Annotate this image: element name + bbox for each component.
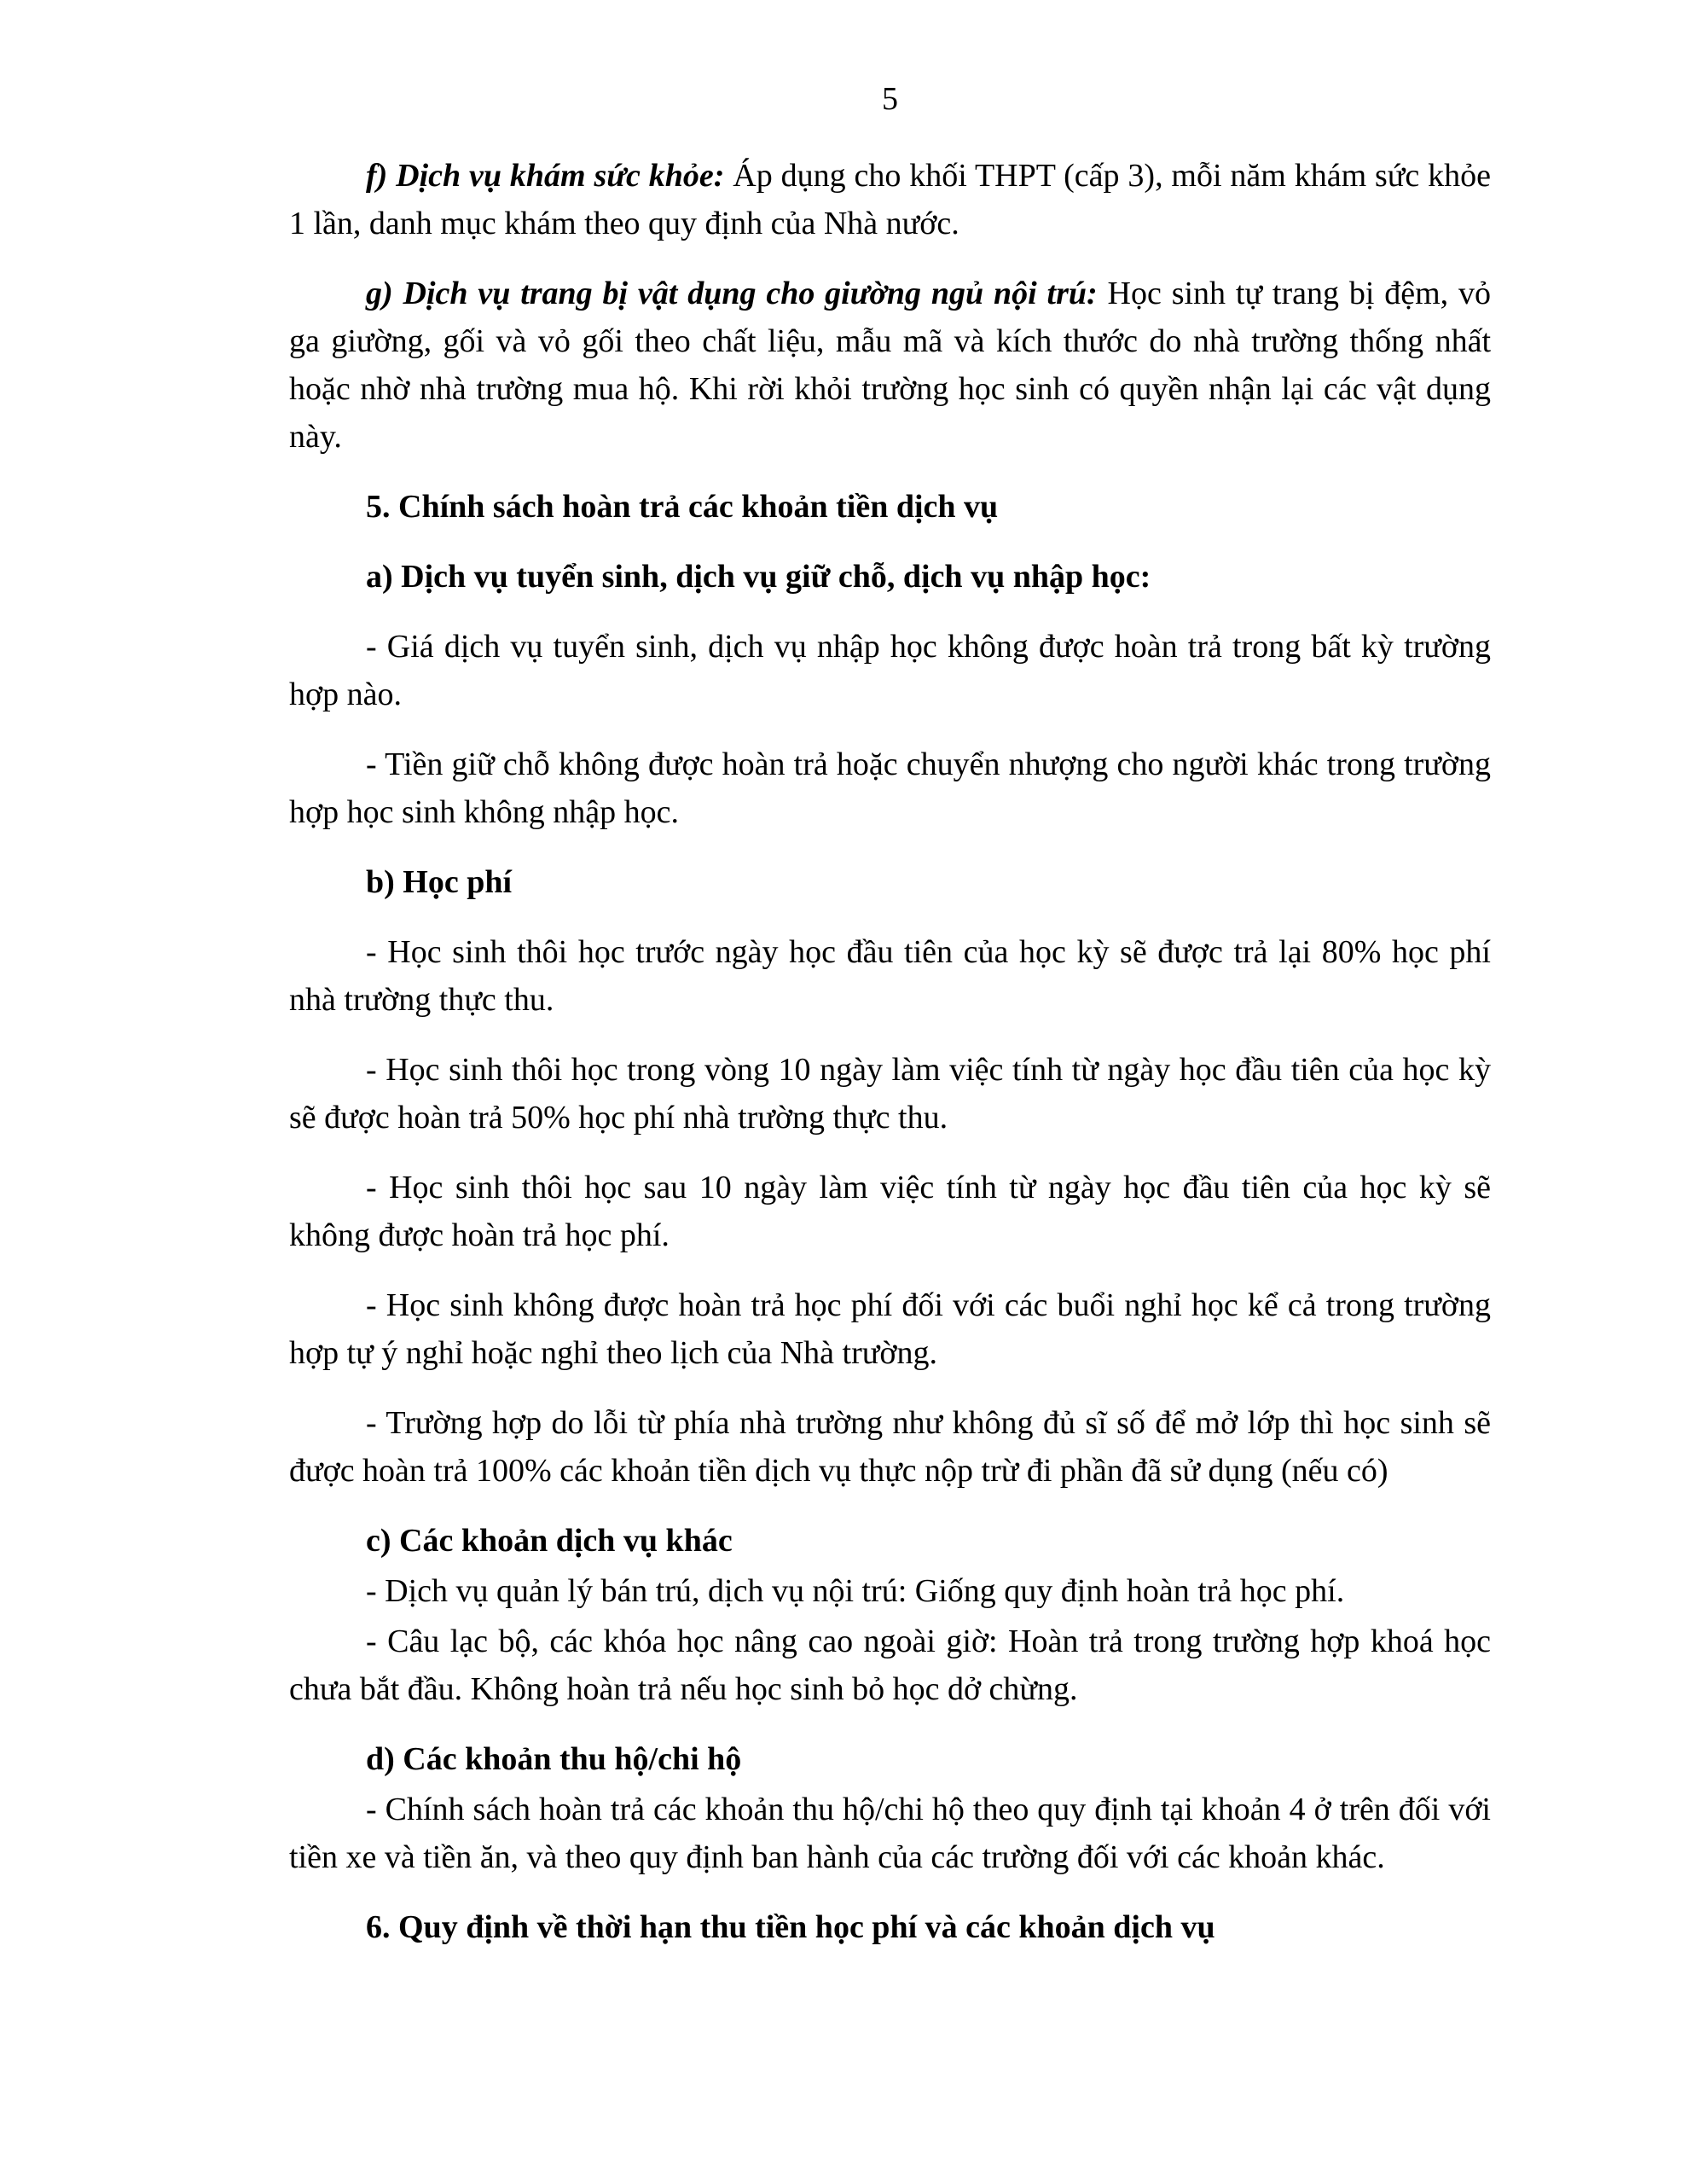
item-boarding-service-refund: - Dịch vụ quản lý bán trú, dịch vụ nội trú: Giống quy định hoàn trả học phí. [366,1573,1345,1609]
item-tuition-no-refund-absences: - Học sinh không được hoàn trả học phí đối với các buổi nghỉ học kể cả trong trường hợp tự ý nghỉ hoặc nghỉ theo lịch của Nhà trường. [289,1287,1491,1371]
document-body [289,75,1491,1973]
heading-collect-pay-on-behalf: d) Các khoản thu hộ/chi hộ [366,1741,742,1777]
heading-tuition: b) Học phí [366,864,513,900]
para-bedding-text: Học sinh tự trang bị đệm, vỏ ga giường, gối và vỏ gối theo chất liệu, mẫu mã và kích thước do nhà trường thống nhất hoặc nhờ nhà trường mua hộ. Khi rời khỏi trường học sinh có quyền nhận lại các vật dụng này. [289,276,1492,455]
para-bedding-lead: g) Dịch vụ trang bị vật dụng cho giường ngủ nội trú: [366,276,1098,311]
item-tuition-refund-50: - Học sinh thôi học trong vòng 10 ngày làm việc tính từ ngày học đầu tiên của học kỳ sẽ được hoàn trả 50% học phí nhà trường thực thu. [289,1052,1491,1136]
item-tuition-refund-80: - Học sinh thôi học trước ngày học đầu tiên của học kỳ sẽ được trả lại 80% học phí nhà trường thực thu. [289,934,1491,1018]
para-bedding-service [289,270,1491,461]
item-seat-deposit-no-refund: - Tiền giữ chỗ không được hoàn trả hoặc chuyển nhượng cho người khác trong trường hợp học sinh không nhập học. [289,746,1491,830]
para-health-check-service [289,152,1491,247]
heading-payment-deadline: 6. Quy định về thời hạn thu tiền học phí và các khoản dịch vụ [366,1909,1215,1945]
heading-refund-policy: 5. Chính sách hoàn trả các khoản tiền dịch vụ [366,489,999,525]
para-health-check-lead: f) Dịch vụ khám sức khỏe: [366,158,725,194]
heading-other-services: c) Các khoản dịch vụ khác [366,1523,733,1559]
item-clubs-refund: - Câu lạc bộ, các khóa học nâng cao ngoài giờ: Hoàn trả trong trường hợp khoá học chưa bắt đầu. Không hoàn trả nếu học sinh bỏ học dở chừng. [289,1623,1491,1707]
item-admission-no-refund: - Giá dịch vụ tuyển sinh, dịch vụ nhập học không được hoàn trả trong bất kỳ trường hợp nào. [289,629,1491,712]
page-number: 5 [882,81,898,117]
item-tuition-refund-100-school-fault: - Trường hợp do lỗi từ phía nhà trường như không đủ sĩ số để mở lớp thì học sinh sẽ được hoàn trả 100% các khoản tiền dịch vụ thực nộp trừ đi phần đã sử dụng (nếu có) [289,1405,1491,1489]
para-health-check-text: Áp dụng cho khối THPT (cấp 3), mỗi năm khám sức khỏe 1 lần, danh mục khám theo quy định của Nhà nước. [289,158,1491,241]
item-tuition-no-refund-after-10-days: - Học sinh thôi học sau 10 ngày làm việc tính từ ngày học đầu tiên của học kỳ sẽ không được hoàn trả học phí. [289,1170,1491,1253]
item-collect-pay-refund-policy: - Chính sách hoàn trả các khoản thu hộ/chi hộ theo quy định tại khoản 4 ở trên đối với tiền xe và tiền ăn, và theo quy định ban hành của các trường đối với các khoản khác. [289,1792,1491,1875]
heading-admission-services: a) Dịch vụ tuyển sinh, dịch vụ giữ chỗ, dịch vụ nhập học: [366,559,1151,595]
